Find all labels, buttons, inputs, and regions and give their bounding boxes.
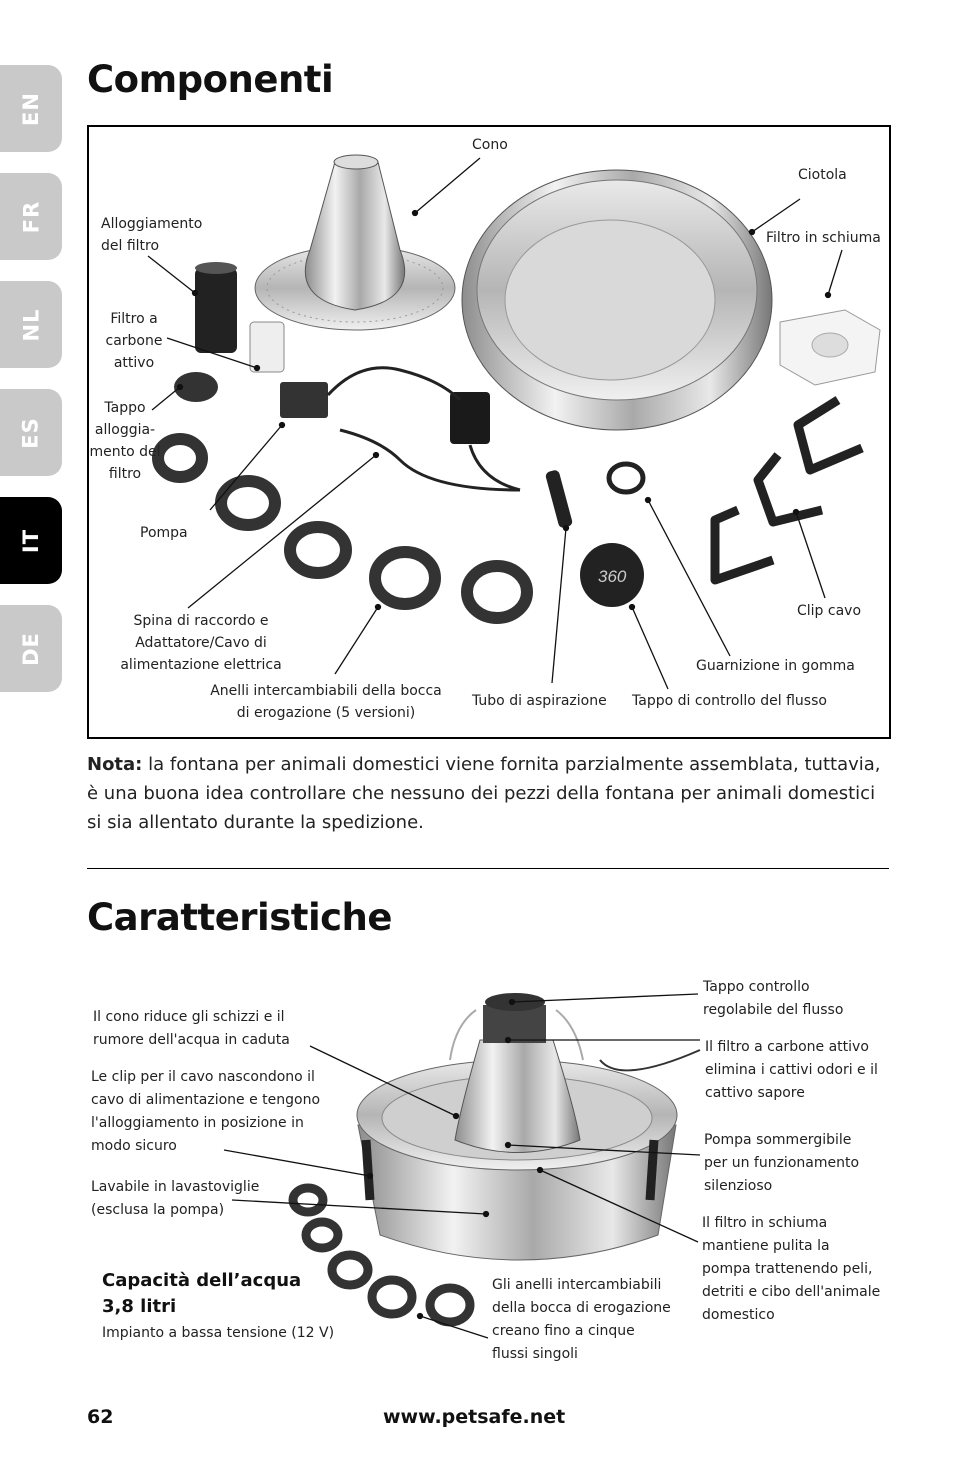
tab-it[interactable]: IT bbox=[0, 497, 62, 584]
feature-tappo: Tappo controllo regolabile del flusso bbox=[703, 979, 844, 1018]
label-guarnizione: Guarnizione in gomma bbox=[696, 658, 855, 674]
feature-filtro-schiuma: Il filtro in schiuma mantiene pulita la pompa trattenendo peli, detriti e cibo dell'animale domestico bbox=[702, 1215, 881, 1323]
feature-clip: Le clip per il cavo nascondono il cavo di alimentazione e tengono l'alloggiamento in posizione in modo sicuro bbox=[91, 1069, 321, 1154]
note-paragraph bbox=[87, 750, 892, 837]
gasket-part bbox=[609, 464, 643, 492]
label-clip: Clip cavo bbox=[797, 603, 862, 619]
bowl-part bbox=[462, 170, 772, 430]
tab-es[interactable]: ES bbox=[0, 389, 62, 476]
intake-tube-part bbox=[545, 469, 574, 529]
outlet-rings-part bbox=[158, 439, 527, 618]
flow-cap-part bbox=[580, 543, 644, 607]
cone-part bbox=[255, 155, 455, 330]
tab-en[interactable]: EN bbox=[0, 65, 62, 152]
label-tubo: Tubo di aspirazione bbox=[472, 693, 607, 709]
section-divider bbox=[87, 868, 889, 869]
label-alloggiamento: Alloggiamento del filtro bbox=[101, 216, 203, 254]
feature-filtro-carbone: Il filtro a carbone attivo elimina i cattivi odori e il cattivo sapore bbox=[705, 1039, 878, 1101]
cable-clips-part bbox=[715, 400, 862, 580]
tab-de[interactable]: DE bbox=[0, 605, 62, 692]
note-prefix: Nota: bbox=[87, 754, 143, 775]
tab-nl[interactable]: NL bbox=[0, 281, 62, 368]
capacity-subtitle: Impianto a bassa tensione (12 V) bbox=[102, 1325, 335, 1341]
features-title: Caratteristiche bbox=[87, 896, 392, 939]
label-spina: Spina di raccordo e Adattatore/Cavo di alimentazione elettrica bbox=[120, 613, 282, 673]
label-cono: Cono bbox=[472, 137, 508, 153]
feature-pompa: Pompa sommergibile per un funzionamento silenzioso bbox=[704, 1132, 860, 1194]
feature-lavabile: Lavabile in lavastoviglie (esclusa la pompa) bbox=[91, 1179, 260, 1218]
feature-cono: Il cono riduce gli schizzi e il rumore dell'acqua in caduta bbox=[93, 1009, 290, 1048]
label-ciotola: Ciotola bbox=[798, 167, 847, 183]
feature-anelli: Gli anelli intercambiabili della bocca di erogazione creano fino a cinque flussi singoli bbox=[492, 1277, 671, 1362]
label-anelli: Anelli intercambiabili della bocca di erogazione (5 versioni) bbox=[210, 683, 442, 721]
label-tappo-alloggiamento: Tappo alloggia- mento del filtro bbox=[89, 400, 161, 482]
pump-part bbox=[280, 382, 328, 418]
tab-fr[interactable]: FR bbox=[0, 173, 62, 260]
label-filtro-carbone: Filtro a carbone attivo bbox=[105, 311, 163, 371]
footer-url[interactable]: www.petsafe.net bbox=[383, 1406, 566, 1428]
capacity-title: Capacità dell’acqua 3,8 litri bbox=[102, 1270, 302, 1317]
note-text: la fontana per animali domestici viene fornita parzialmente assemblata, tuttavia, è una buona idea controllare che nessuno dei pezzi della fontana per animali domestici si sia allentato durante la spedizione. bbox=[87, 754, 881, 833]
foam-filter-part bbox=[780, 310, 880, 385]
components-title: Componenti bbox=[87, 58, 334, 101]
label-filtro-schiuma: Filtro in schiuma bbox=[766, 230, 881, 246]
page-number: 62 bbox=[87, 1406, 114, 1428]
flow-cap-logo: 360 bbox=[598, 567, 627, 586]
label-pompa: Pompa bbox=[140, 525, 188, 541]
adapter-part bbox=[328, 368, 520, 490]
carbon-filter-part bbox=[250, 322, 284, 372]
filter-housing-part bbox=[195, 262, 237, 353]
label-tappo-flusso: Tappo di controllo del flusso bbox=[632, 693, 827, 709]
